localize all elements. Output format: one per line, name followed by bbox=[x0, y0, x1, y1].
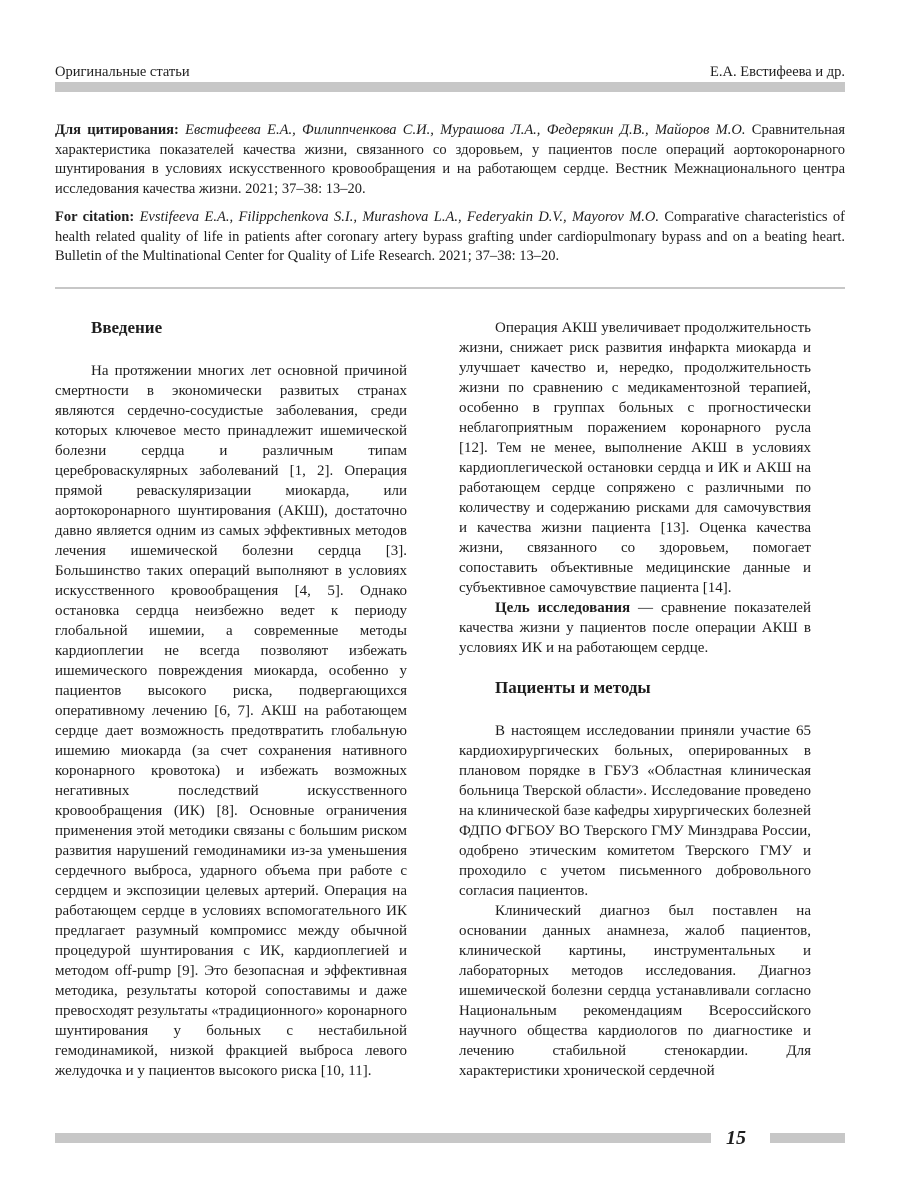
page-number: 15 bbox=[726, 1127, 746, 1149]
intro-paragraph-2: Операция АКШ увеличивает продолжительность жизни, снижает риск развития инфаркта миокарда и улучшает качество и, нередко, продолжительность жизни по сравнению с медикаментозной терапией, особенно в группах больных с прогностически неблагоприятным поражением коронарного русла [12]. Тем не менее, выполнение АКШ в условиях кардиоплегической остановки сердца и ИК и АКШ на работающем сердце сопряжено с различными по количеству и содержанию рисками для самочувствия и качества жизни пациента [13]. Оценка качества жизни, связанного со здоровьем, помогает сопоставить объективные медицинские данные и субъективное самочувствие пациента [14]. bbox=[459, 320, 811, 596]
left-column bbox=[55, 318, 407, 1081]
header-divider-bar bbox=[55, 82, 845, 92]
citation-ru-authors: Евстифеева Е.А., Филиппченкова С.И., Мурашова Л.А., Федерякин Д.В., Майоров М.О. bbox=[185, 122, 746, 138]
citation-en-text: Comparative characteristics of health related quality of life in patients after coronary artery bypass grafting under cardiopulmonary bypass and on a beating heart. Bulletin of the Multinational Center for Quality of Life Research. 2021; 37–38: 13–20. bbox=[55, 209, 846, 264]
running-header-authors: Е.А. Евстифеева и др. bbox=[710, 64, 845, 80]
right-column bbox=[459, 318, 811, 1081]
citation-ru-label: Для цитирования: bbox=[55, 122, 179, 138]
citation-divider bbox=[55, 287, 845, 289]
study-aim-label: Цель исследования bbox=[495, 600, 631, 616]
citation-ru-text: Сравнительная характеристика показателей качества жизни, связанного со здоровьем, у пациентов после операций аортокоронарного шунтирования в условиях искусственного кровообращения и на работающем сердце. Вестник Межнационального центра исследования качества жизни. 2021; 37–38: 13–20. bbox=[55, 122, 845, 197]
intro-paragraph-1: На протяжении многих лет основной причиной смертности в экономически развитых странах являются сердечно-сосудистые заболевания, среди которых ключевое место принадлежит ишемической болезни сердца и различным типам цереброваскулярных заболеваний [1, 2]. Операция прямой реваскуляризации миокарда, или аортокоронарного шунтирования (АКШ), достаточно давно является одним из самых эффективных методов лечения ишемической болезни сердца [3]. Большинство таких операций выполняют в условиях искусственного кровообращения [4, 5]. Однако остановка сердца неизбежно ведет к периоду глобальной ишемии, а современные методы кардиоплегии не всегда позволяют избежать ишемического повреждения миокарда, особенно у пациентов высокого риска, подвергающихся оперативному лечению [6, 7]. АКШ на работающем сердце дает возможность предотвратить глобальную ишемию миокарда (за счет сохранения нативного коронарного кровотока) и избежать возможных негативных последствий искусственного кровообращения (ИК) [8]. Основные ограничения применения этой методики связаны с большим риском развития нарушений гемодинамики из-за уменьшения сердечного выброса, ударного объема при работе с сердцем и экспозиции целевых артерий. Операция на работающем сердце в условиях вспомогательного ИК предлагает разумный компромисс между обычной процедурой шунтирования с ИК, кардиоплегией и методом off-pump [9]. Это безопасная и эффективная методика, результаты которой сопоставимы и даже превосходят результаты «традиционного» коронарного шунтирования у больных с нестабильной гемодинамикой, низкой фракцией выброса левого желудочка и у пациентов высокого риска [10, 11]. bbox=[55, 363, 407, 1079]
intro-heading: Введение bbox=[91, 318, 163, 337]
citation-russian bbox=[55, 121, 845, 199]
citation-en-label: For citation: bbox=[55, 209, 135, 225]
methods-paragraph-2: Клинический диагноз был поставлен на основании данных анамнеза, жалоб пациентов, клинической картины, инструментальных и лабораторных методов исследования. Диагноз ишемической болезни сердца устанавливали согласно Национальным рекомендациям Всероссийского научного общества кардиологов по диагностике и лечению стабильной стенокардии. Для характеристики хронической сердечной bbox=[459, 903, 811, 1079]
methods-heading: Пациенты и методы bbox=[495, 678, 651, 697]
study-aim-text: — сравнение показателей качества жизни у пациентов после операции АКШ в условиях ИК и на работающем сердце. bbox=[459, 600, 811, 656]
citation-en-authors: Evstifeeva E.A., Filippchenkova S.I., Murashova L.A., Federyakin D.V., Mayorov M.O. bbox=[139, 209, 659, 225]
study-aim-paragraph bbox=[459, 598, 811, 658]
running-header-section: Оригинальные статьи bbox=[55, 64, 190, 80]
methods-paragraph-1: В настоящем исследовании приняли участие 65 кардиохирургических больных, оперированных в плановом порядке в ГБУЗ «Областная клиническая больница Тверской области». Исследование проведено на клинической базе кафедры хирургических болезней ФДПО ФГБОУ ВО Тверского ГМУ Минздрава России, одобрено этическим комитетом Тверского ГМУ и проходило с учетом письменного добровольного согласия пациентов. bbox=[459, 723, 811, 899]
citation-english bbox=[55, 208, 845, 267]
footer-bar-right bbox=[770, 1133, 845, 1143]
footer-bar-left bbox=[55, 1133, 711, 1143]
